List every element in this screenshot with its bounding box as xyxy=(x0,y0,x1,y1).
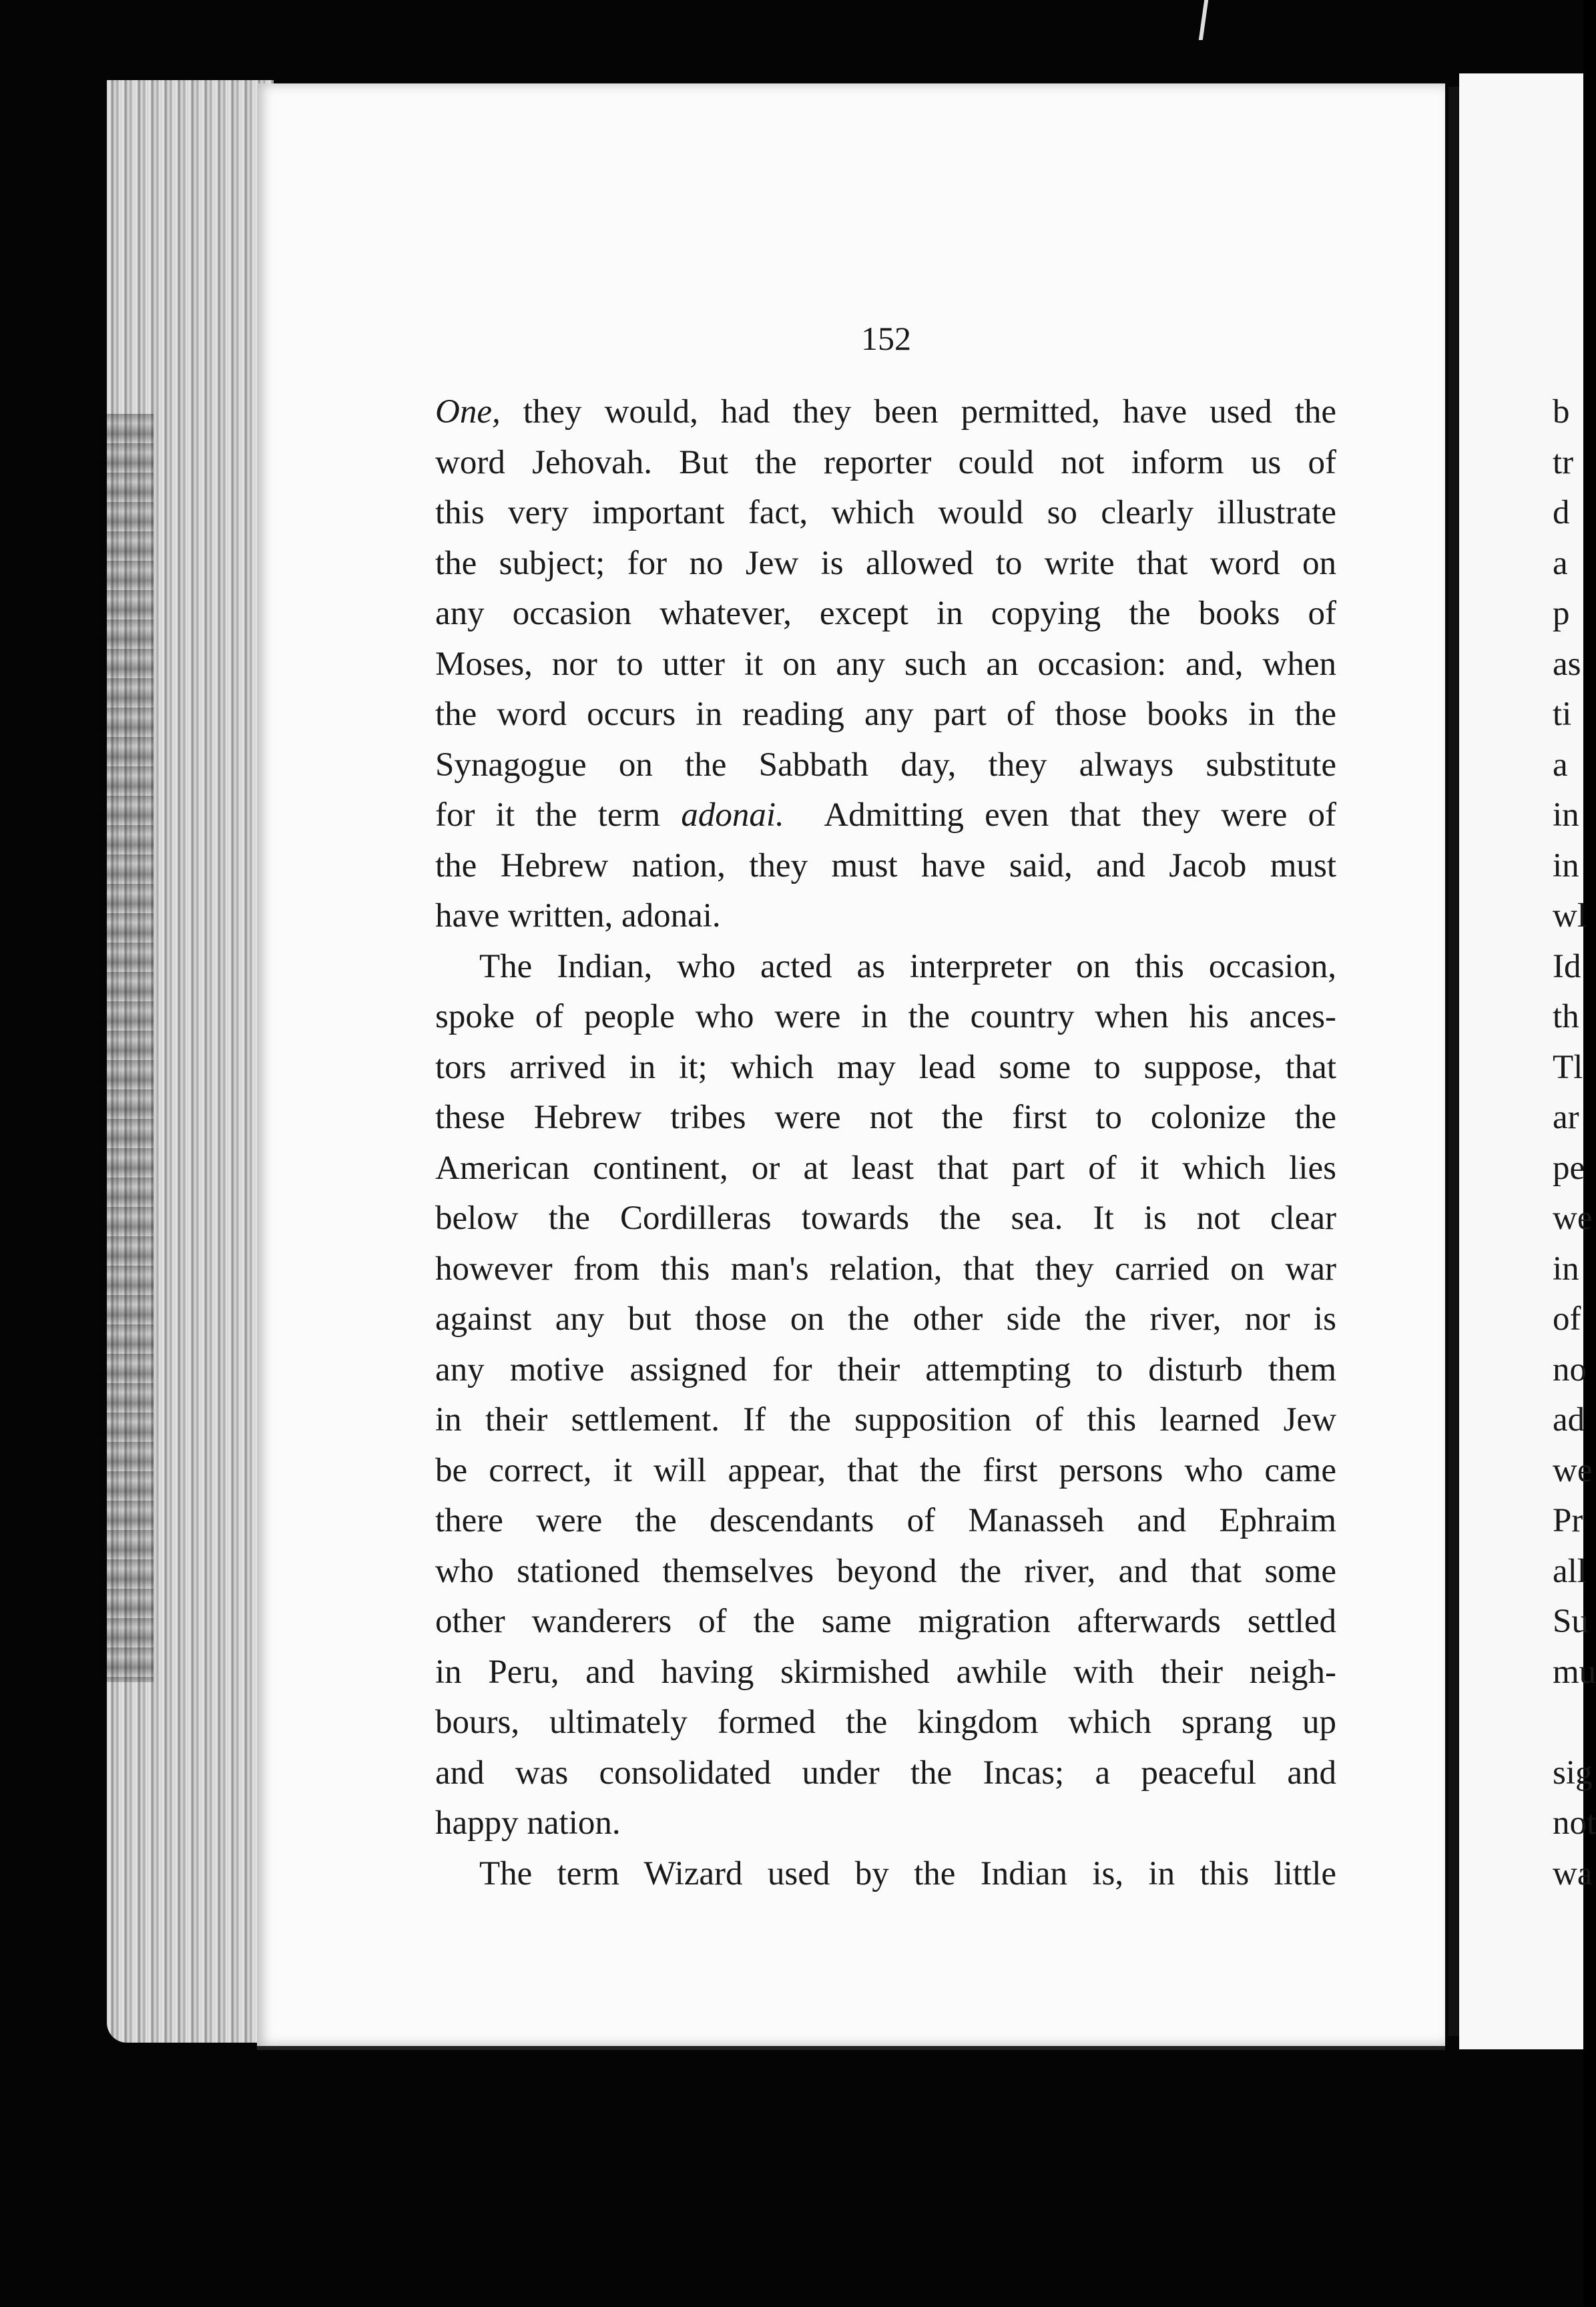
text-line: American continent, or at least that part of it which lies xyxy=(435,1149,1336,1187)
facing-line-fragment: no xyxy=(1553,1350,1587,1388)
text-line: bours, ultimately formed the kingdom which sprang up xyxy=(435,1704,1336,1741)
facing-line-fragment: Id xyxy=(1553,947,1581,985)
facing-line-fragment: pe xyxy=(1553,1149,1585,1187)
text-line: any motive assigned for their attempting to disturb them xyxy=(435,1350,1336,1388)
facing-line-fragment: as xyxy=(1553,645,1581,683)
facing-line-fragment: we xyxy=(1553,1200,1593,1237)
text-line: other wanderers of the same migration afterwards settled xyxy=(435,1603,1336,1640)
facing-line-fragment: d xyxy=(1553,494,1570,531)
facing-line-fragment: th xyxy=(1553,998,1579,1035)
text-line: The Indian, who acted as interpreter on this occasion, xyxy=(479,947,1336,985)
paragraph-1 xyxy=(435,387,1336,942)
facing-line-fragment: we xyxy=(1553,1451,1593,1489)
facing-line-fragment: p xyxy=(1553,595,1570,632)
page-number: 152 xyxy=(861,320,911,357)
facing-line-fragment: Pr xyxy=(1553,1502,1583,1539)
text-line: Synagogue on the Sabbath day, they always substitute xyxy=(435,746,1336,784)
text-line: this very important fact, which would so clearly illustrate xyxy=(435,494,1336,531)
text-line: against any but those on the other side the river, nor is xyxy=(435,1300,1336,1338)
facing-line-fragment: in xyxy=(1553,796,1579,834)
text-line: any occasion whatever, except in copying the books of xyxy=(435,595,1336,632)
text-line: for it the term adonai. Admitting even that they were of xyxy=(435,796,1336,834)
facing-line-fragment: tr xyxy=(1553,443,1574,481)
facing-line-fragment: of xyxy=(1553,1300,1581,1338)
facing-line-fragment: ar xyxy=(1553,1099,1579,1136)
text-line: the subject; for no Jew is allowed to write that word on xyxy=(435,544,1336,582)
text-line: spoke of people who were in the country when his ances- xyxy=(435,998,1336,1035)
text-line: happy nation. xyxy=(435,1804,621,1842)
facing-line-fragment: sig xyxy=(1553,1754,1593,1792)
text-line: word Jehovah. But the reporter could not inform us of xyxy=(435,443,1336,481)
text-line: have written, adonai. xyxy=(435,897,721,935)
text-line: One, they would, had they been permitted, have used the xyxy=(435,393,1336,431)
facing-line-fragment xyxy=(1553,1698,1593,1748)
italic-word: One, xyxy=(435,393,501,431)
facing-line-fragment: b xyxy=(1553,393,1570,431)
facing-line-fragment: in xyxy=(1553,1250,1579,1288)
text-line: who stationed themselves beyond the river, and that some xyxy=(435,1552,1336,1590)
facing-line-fragment: in xyxy=(1553,846,1579,884)
text-line: and was consolidated under the Incas; a peaceful and xyxy=(435,1754,1336,1792)
facing-line-fragment: ad xyxy=(1553,1401,1585,1439)
paragraph-2 xyxy=(435,942,1336,1849)
gutter xyxy=(1448,87,1459,2036)
text-line: below the Cordilleras towards the sea. It is not clear xyxy=(435,1200,1336,1237)
text-line: the Hebrew nation, they must have said, and Jacob must xyxy=(435,846,1336,884)
text-line: in Peru, and having skirmished awhile with their neigh- xyxy=(435,1653,1336,1691)
text-line: there were the descendants of Manasseh and Ephraim xyxy=(435,1502,1336,1539)
facing-line-fragment: mu xyxy=(1553,1653,1596,1691)
facing-line-fragment: all xyxy=(1553,1552,1587,1590)
italic-word: adonai. xyxy=(681,796,784,834)
text-line: however from this man's relation, that they carried on war xyxy=(435,1250,1336,1288)
facing-line-fragment: ti xyxy=(1553,696,1572,733)
facing-line-fragment: not xyxy=(1553,1804,1596,1842)
text-line: tors arrived in it; which may lead some to suppose, that xyxy=(435,1048,1336,1086)
text-line: The term Wizard used by the Indian is, in this little xyxy=(479,1854,1336,1892)
facing-page-text xyxy=(1553,387,1596,1899)
facing-line-fragment: a xyxy=(1553,746,1568,784)
facing-line-fragment: a xyxy=(1553,544,1568,582)
text-line: in their settlement. If the supposition of this learned Jew xyxy=(435,1401,1336,1439)
paragraph-3 xyxy=(435,1849,1336,1900)
text-line: be correct, it will appear, that the first persons who came xyxy=(435,1451,1336,1489)
facing-line-fragment: wa xyxy=(1553,1854,1593,1892)
facing-line-fragment: Tl xyxy=(1553,1048,1583,1086)
library-stamp xyxy=(100,414,154,1682)
scan-mark xyxy=(1199,0,1208,40)
facing-line-fragment: Su xyxy=(1553,1603,1589,1640)
text-line: Moses, nor to utter it on any such an occasion: and, when xyxy=(435,645,1336,683)
text-line: these Hebrew tribes were not the first to colonize the xyxy=(435,1099,1336,1136)
facing-line-fragment: wl xyxy=(1553,897,1587,935)
page-body xyxy=(435,387,1336,1899)
text-line: the word occurs in reading any part of those books in the xyxy=(435,696,1336,733)
